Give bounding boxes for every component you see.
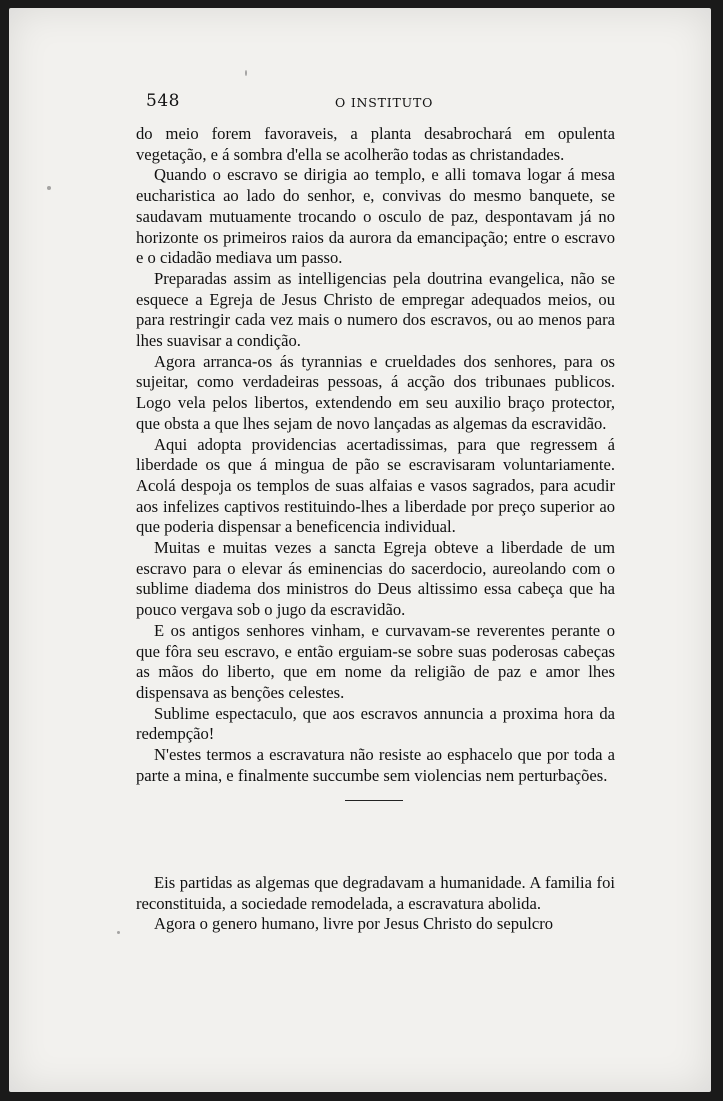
scan-speck <box>117 931 120 934</box>
scan-speck <box>245 70 247 76</box>
section-divider <box>345 800 403 802</box>
paragraph: Agora arranca-os ás tyrannias e crueldades dos senhores, para os sujeitar, como verdadeiras pessoas, á acção dos tribunaes publicos. Logo vela pelos libertos, extendendo em seu auxilio braço protector, que obsta a que lhes sejam de novo lançadas as algemas da escravidão. <box>136 351 615 433</box>
running-title: O INSTITUTO <box>335 95 434 110</box>
paragraph: Eis partidas as algemas que degradavam a humanidade. A familia foi reconstituida, a sociedade remodelada, a escravatura abolida. <box>136 873 615 913</box>
paragraph: do meio forem favoraveis, a planta desabrochará em opulenta vegetação, e á sombra d'ella se acolherão todas as christandades. <box>136 124 615 164</box>
second-text-section <box>136 873 615 935</box>
paragraph: Aqui adopta providencias acertadissimas, para que regressem á liberdade os que á mingua de pão se escravisaram voluntariamente. Acolá despoja os templos de suas alfaias e vasos sagrados, para acudir aos infelizes captivos restituindo-lhes a liberdade por preço superior ao que poderia dispensar a beneficencia individual. <box>136 434 615 537</box>
paragraph: E os antigos senhores vinham, e curvavam-se reverentes perante o que fôra seu escravo, e então erguiam-se sobre suas poderosas cabeças as mãos do liberto, que em nome da religião de paz e amor lhes dispensava as benções celestes. <box>136 620 615 702</box>
paragraph: N'estes termos a escravatura não resiste ao esphacelo que por toda a parte a mina, e finalmente succumbe sem violencias nem perturbações. <box>136 745 615 785</box>
paragraph: Muitas e muitas vezes a sancta Egreja obteve a liberdade de um escravo para o elevar ás eminencias do sacerdocio, aureolando com o sublime diadema dos ministros do Deus altissimo essa cabeça que ha pouco vergava sob o jugo da escravidão. <box>136 538 615 620</box>
page-header <box>146 91 634 113</box>
main-text-section <box>136 124 615 787</box>
paragraph: Sublime espectaculo, que aos escravos annuncia a proxima hora da redempção! <box>136 703 615 744</box>
paragraph: Agora o genero humano, livre por Jesus Christo do sepulcro <box>154 914 554 934</box>
paragraph: Preparadas assim as intelligencias pela doutrina evangelica, não se esquece a Egreja de Jesus Christo de empregar adequados meios, ou para restringir cada vez mais o numero dos escravos, ou ao menos para lhes suavisar a condição. <box>136 268 615 351</box>
paragraph: Quando o escravo se dirigia ao templo, e alli tomava logar á mesa eucharistica ao lado do senhor, e, convivas do mesmo banquete, se saudavam mutuamente trocando o osculo de paz, despontavam já no horizonte os primeiros raios da aurora da emancipação; entre o escravo e o cidadão mediava um passo. <box>136 165 615 268</box>
page-number: 548 <box>146 91 180 111</box>
scan-speck <box>47 186 51 190</box>
